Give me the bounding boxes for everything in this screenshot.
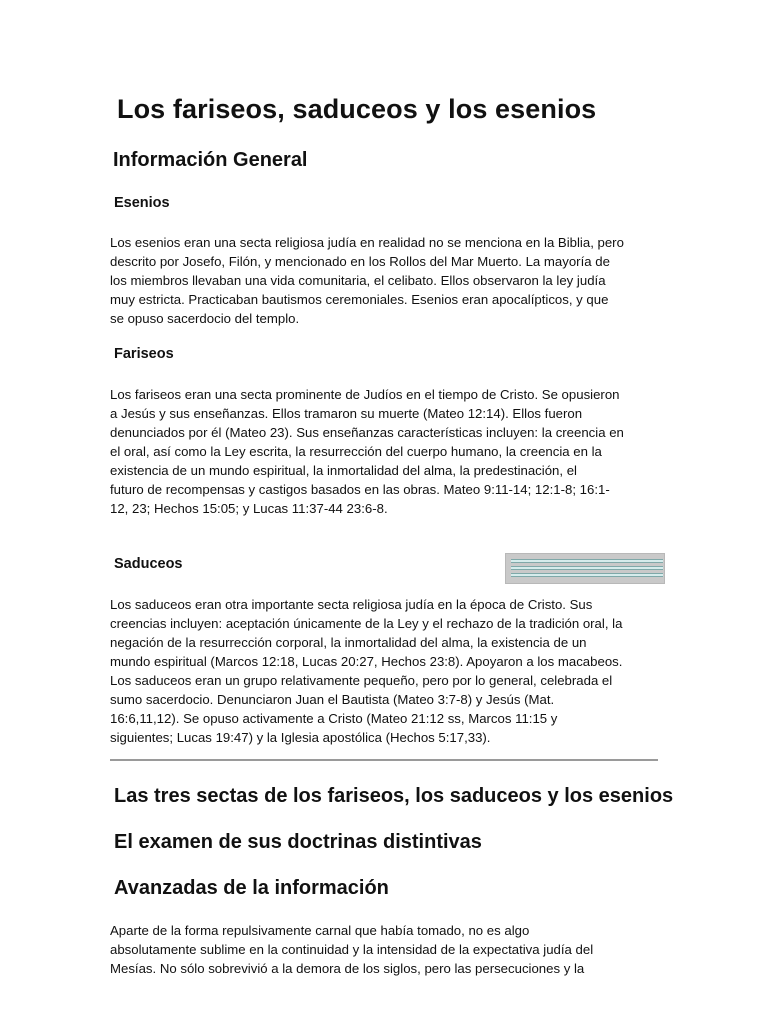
paragraph-fariseos [110,385,666,518]
heading-examen-doctrinas: El examen de sus doctrinas distintivas [114,831,482,853]
text-line: Los fariseos eran una secta prominente de Judíos en el tiempo de Cristo. Se opusieron [110,387,620,402]
heading-fariseos: Fariseos [114,346,174,362]
text-line: Mesías. No sólo sobrevivió a la demora de los siglos, pero las persecuciones y la [110,961,585,976]
embedded-widget-graphic [505,553,665,584]
text-line: 12, 23; Hechos 15:05; y Lucas 11:37-44 23:6-8. [110,501,388,516]
paragraph-aparte [110,921,666,978]
text-line: descrito por Josefo, Filón, y mencionado en los Rollos del Mar Muerto. La mayoría de [110,254,610,269]
widget-bar [511,573,663,577]
text-line: a Jesús y sus enseñanzas. Ellos tramaron su muerte (Mateo 12:14). Ellos fueron [110,406,583,421]
paragraph-saduceos [110,595,666,747]
text-line: los miembros llevaban una vida comunitaria, el celibato. Ellos observaron la ley judía [110,273,606,288]
text-line: futuro de recompensas y castigos basados en las obras. Mateo 9:11-14; 12:1-8; 16:1- [110,482,610,497]
text-line: negación de la resurrección corporal, la inmortalidad del alma, la existencia de un [110,635,587,650]
widget-bar [511,559,663,563]
text-line: 16:6,11,12). Se opuso activamente a Cristo (Mateo 21:12 ss, Marcos 11:15 y [110,711,558,726]
heading-saduceos: Saduceos [114,556,183,572]
paragraph-esenios [110,233,666,328]
text-line: Los esenios eran una secta religiosa judía en realidad no se menciona en la Biblia, pero [110,235,624,250]
heading-avanzadas-informacion: Avanzadas de la información [114,877,389,899]
text-line: mundo espiritual (Marcos 12:18, Lucas 20:27, Hechos 23:8). Apoyaron a los macabeos. [110,654,623,669]
text-line: Los saduceos eran otra importante secta religiosa judía en la época de Cristo. Sus [110,597,593,612]
text-line: existencia de un mundo espiritual, la inmortalidad del alma, la predestinación, el [110,463,577,478]
heading-tres-sectas: Las tres sectas de los fariseos, los saduceos y los esenios [114,785,674,807]
text-line: denunciados por él (Mateo 23). Sus enseñanzas características incluyen: la creencia en [110,425,624,440]
text-line: Los saduceos eran un grupo relativamente pequeño, pero por lo general, celebrada el [110,673,613,688]
heading-esenios: Esenios [114,195,170,211]
page-title: Los fariseos, saduceos y los esenios [117,94,597,124]
text-line: sumo sacerdocio. Denunciaron Juan el Bautista (Mateo 3:7-8) y Jesús (Mat. [110,692,555,707]
text-line: Aparte de la forma repulsivamente carnal que había tomado, no es algo [110,923,530,938]
text-line: se opuso sacerdocio del templo. [110,311,300,326]
text-line: absolutamente sublime en la continuidad y la intensidad de la expectativa judía del [110,942,594,957]
section-heading-info: Información General [113,149,308,171]
text-line: muy estricta. Practicaban bautismos ceremoniales. Esenios eran apocalípticos, y que [110,292,609,307]
horizontal-divider [110,759,658,761]
widget-bar [511,566,663,570]
text-line: siguientes; Lucas 19:47) y la Iglesia apostólica (Hechos 5:17,33). [110,730,491,745]
text-line: el oral, así como la Ley escrita, la resurrección del cuerpo humano, la creencia en la [110,444,602,459]
text-line: creencias incluyen: aceptación únicamente de la Ley y el rechazo de la tradición oral, la [110,616,623,631]
